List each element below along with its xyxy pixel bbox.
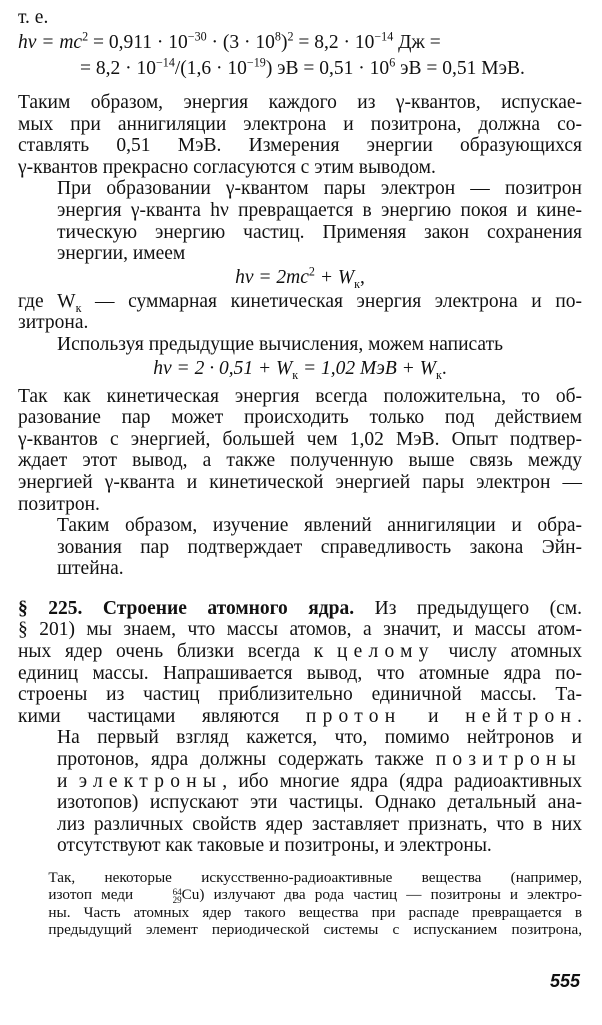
- paragraph-annihilation: Таким образом, энергия каждого из γ-квантов, испускае- мых при аннигиляции электрона и позитрона, должна со- ставлять 0,51 МэВ. Измерения энергии образующихся γ-квантов прекрасно согласуются с этим выводом.: [18, 92, 582, 178]
- paragraph-positrons-electrons: На первый взгляд кажется, что, помимо нейтронов и протонов, ядра должны содержать также позитроны и электроны, ибо многие ядра (ядра радиоактивных изотопов) испускают эти частицы. Однако детальный ана- лиз различных свойств ядер заставляет признать, что в них отсутствуют как таковые и позитроны, и электроны.: [57, 727, 582, 857]
- formula-energy-mev: = $8,2 \cdot 10^{-14}/(1,6 \cdot 10^{-19})$ эВ = $0,51 \cdot 10^6$ эВ = 0,51 МэВ.: [80, 55, 525, 79]
- section-nucleus-structure: § 225. Строение атомного ядра. Из предыдущего (см. § 201) мы знаем, что массы атомов, а значит, и массы атом- ных ядер очень близки всегда к целому числу атомных единиц массы. Напрашивается вывод, что атомные ядра по- строены из частиц приблизительно единичной массы. Та- кими частицами являются протон и нейтрон.: [18, 597, 583, 727]
- formula-energy-joules: $h\nu = mc^2 = 0,911 \cdot 10^{-30} \cdot (3 \cdot 10^8)^2 = 8,2 \cdot 10^{-14}$ Дж =: [18, 29, 441, 53]
- small-print-note: Так, некоторые искусственно-радиоактивные вещества (например, изотоп меди 64 29 Cu) излучают два рода частиц — позитроны и электро- ны. Часть атомных ядер такого вещества при распаде превращается в предыдущий элемент периодической системы с испусканием позитрона,: [48, 869, 582, 938]
- formula-threshold: $h\nu = 2 \cdot 0,51 + W_к = 1,02$ МэВ + $W_к$.: [153, 357, 447, 382]
- paragraph-kinetic-positive: Так как кинетическая энергия всегда положительна, то об- разование пар может происходить только под действием γ-квантов с энергией, большей чем 1,02 МэВ. Опыт подтвер- ждает этот вывод, а также полученную выше связь между энергией γ-кванта и кинетической энергией пары электрон — позитрон.: [18, 385, 582, 515]
- intro-text: т. е.: [18, 7, 49, 28]
- paragraph-kinetic-definition: где $W_к$ — суммарная кинетическая энергия электрона и по- зитрона.: [18, 290, 582, 334]
- copper-isotope: 64 29: [172, 886, 182, 905]
- paragraph-pair-production: При образовании γ-квантом пары электрон — позитрон энергия γ-кванта hν превращается в энергию покоя и кине- тическую энергию частиц. Применяя закон сохранения энергии, имеем: [57, 178, 582, 265]
- formula-pair-energy: $h\nu = 2mc^2 + W_к$,: [235, 264, 365, 291]
- page-number: 555: [549, 971, 580, 991]
- paragraph-using-calculations: Используя предыдущие вычисления, можем написать: [57, 333, 503, 355]
- page-body: [18, 6, 582, 938]
- section-heading: § 225. Строение атомного ядра.: [18, 597, 355, 619]
- paragraph-einstein-conclusion: Таким образом, изучение явлений аннигиляции и обра- зования пар подтверждает справедливость закона Эйн- штейна.: [57, 515, 582, 580]
